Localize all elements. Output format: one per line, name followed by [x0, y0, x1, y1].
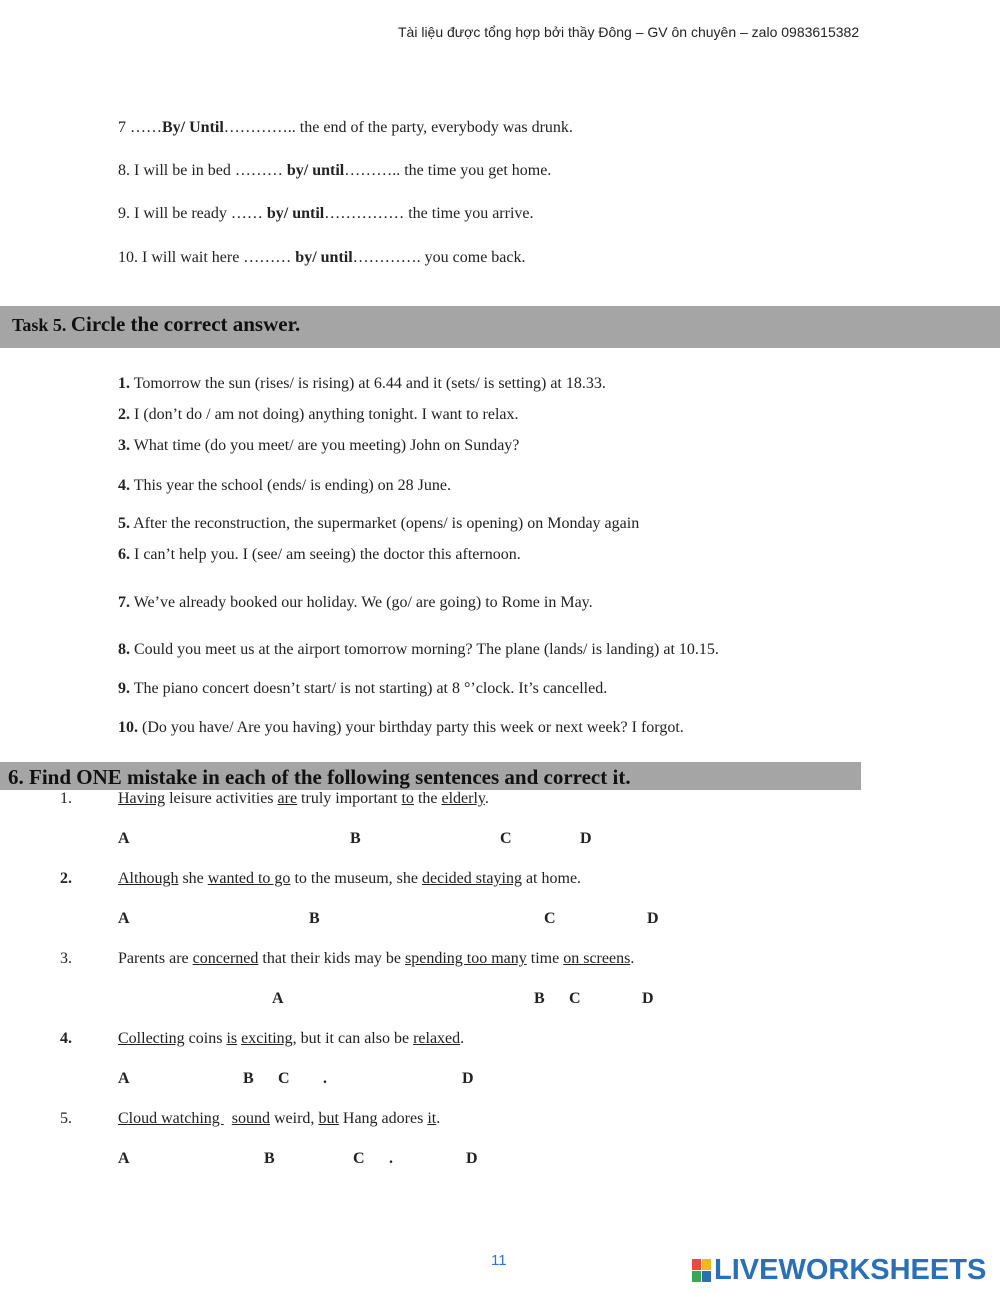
task6-q1-label-d: D — [580, 830, 592, 847]
task6-q5-label-b: B — [264, 1150, 275, 1167]
task6-q4-label-d: D — [462, 1070, 474, 1087]
task6-q4-label-c: C — [278, 1070, 290, 1087]
task5-item-10: 10. (Do you have/ Are you having) your birthday party this week or next week? I forgot. — [118, 719, 684, 736]
task6-q2-label-d: D — [647, 910, 659, 927]
liveworksheets-logo-text: LIVEWORKSHEETS — [714, 1254, 987, 1286]
task6-q1-sentence: Having leisure activities are truly important to the elderly. — [118, 790, 489, 807]
task6-q3-number: 3. — [60, 950, 72, 967]
task6-q4-label-a: A — [118, 1070, 130, 1087]
task5-item-5: 5. After the reconstruction, the supermarket (opens/ is opening) on Monday again — [118, 515, 640, 532]
liveworksheets-logo[interactable] — [692, 1254, 986, 1287]
task6-q3-label-c: C — [569, 990, 581, 1007]
task5-item-6: 6. I can’t help you. I (see/ am seeing) the doctor this afternoon. — [118, 546, 521, 563]
task5-title: Task 5. Circle the correct answer. — [12, 312, 301, 336]
task6-q5-label-a: A — [118, 1150, 130, 1167]
task6-q3-label-d: D — [642, 990, 654, 1007]
task5-item-3: 3. What time (do you meet/ are you meeting) John on Sunday? — [118, 437, 520, 454]
task6-q2-label-c: C — [544, 910, 556, 927]
task5-item-9: 9. The piano concert doesn’t start/ is not starting) at 8 °’clock. It’s cancelled. — [118, 680, 608, 697]
task6-q4-label-b: B — [243, 1070, 254, 1087]
task4-item-8: 8. I will be in bed ……… by/ until……….. the time you get home. — [118, 162, 552, 179]
task6-q5-label-c: C — [353, 1150, 365, 1167]
task6-q5-label-d: D — [466, 1150, 478, 1167]
task6-q3-sentence: Parents are concerned that their kids may be spending too many time on screens. — [118, 950, 635, 967]
task5-item-7: 7. We’ve already booked our holiday. We (go/ are going) to Rome in May. — [118, 594, 593, 611]
task6-q1-number: 1. — [60, 790, 72, 807]
task5-item-1: 1. Tomorrow the sun (rises/ is rising) at 6.44 and it (sets/ is setting) at 18.33. — [118, 375, 606, 392]
task6-title: 6. Find ONE mistake in each of the following sentences and correct it. — [8, 765, 631, 789]
task5-item-4: 4. This year the school (ends/ is ending) on 28 June. — [118, 477, 451, 494]
task4-item-9: 9. I will be ready …… by/ until…………… the time you arrive. — [118, 205, 534, 222]
task6-q5-label-dot: . — [389, 1150, 393, 1167]
task6-q5-sentence: Cloud watching sound weird, but Hang adores it. — [118, 1110, 441, 1127]
task6-q1-label-c: C — [500, 830, 512, 847]
task6-q2-number: 2. — [60, 870, 72, 887]
task5-item-2: 2. I (don’t do / am not doing) anything tonight. I want to relax. — [118, 406, 519, 423]
task6-q1-label-a: A — [118, 830, 130, 847]
task6-q2-sentence: Although she wanted to go to the museum, she decided staying at home. — [118, 870, 582, 887]
task6-q3-label-a: A — [272, 990, 284, 1007]
task6-header-bar — [0, 762, 861, 790]
task6-q3-label-b: B — [534, 990, 545, 1007]
task6-q4-number: 4. — [60, 1030, 72, 1047]
task5-item-8: 8. Could you meet us at the airport tomorrow morning? The plane (lands/ is landing) at 10.15. — [118, 641, 719, 658]
task6-q4-label-dot: . — [323, 1070, 327, 1087]
task4-item-7: 7 ……By/ Until………….. the end of the party, everybody was drunk. — [118, 119, 573, 136]
task5-header-bar — [0, 306, 1000, 348]
task6-q5-number: 5. — [60, 1110, 72, 1127]
liveworksheets-logo-icon — [692, 1259, 712, 1283]
page-number: 11 — [491, 1252, 507, 1269]
task6-q2-label-b: B — [309, 910, 320, 927]
task6-q4-sentence: Collecting coins is exciting, but it can also be relaxed. — [118, 1030, 465, 1047]
task6-q1-label-b: B — [350, 830, 361, 847]
task4-item-10: 10. I will wait here ……… by/ until…………. you come back. — [118, 249, 526, 266]
task6-q2-label-a: A — [118, 910, 130, 927]
document-header: Tài liệu được tổng hợp bởi thầy Đông – GV ôn chuyên – zalo 0983615382 — [398, 24, 860, 40]
